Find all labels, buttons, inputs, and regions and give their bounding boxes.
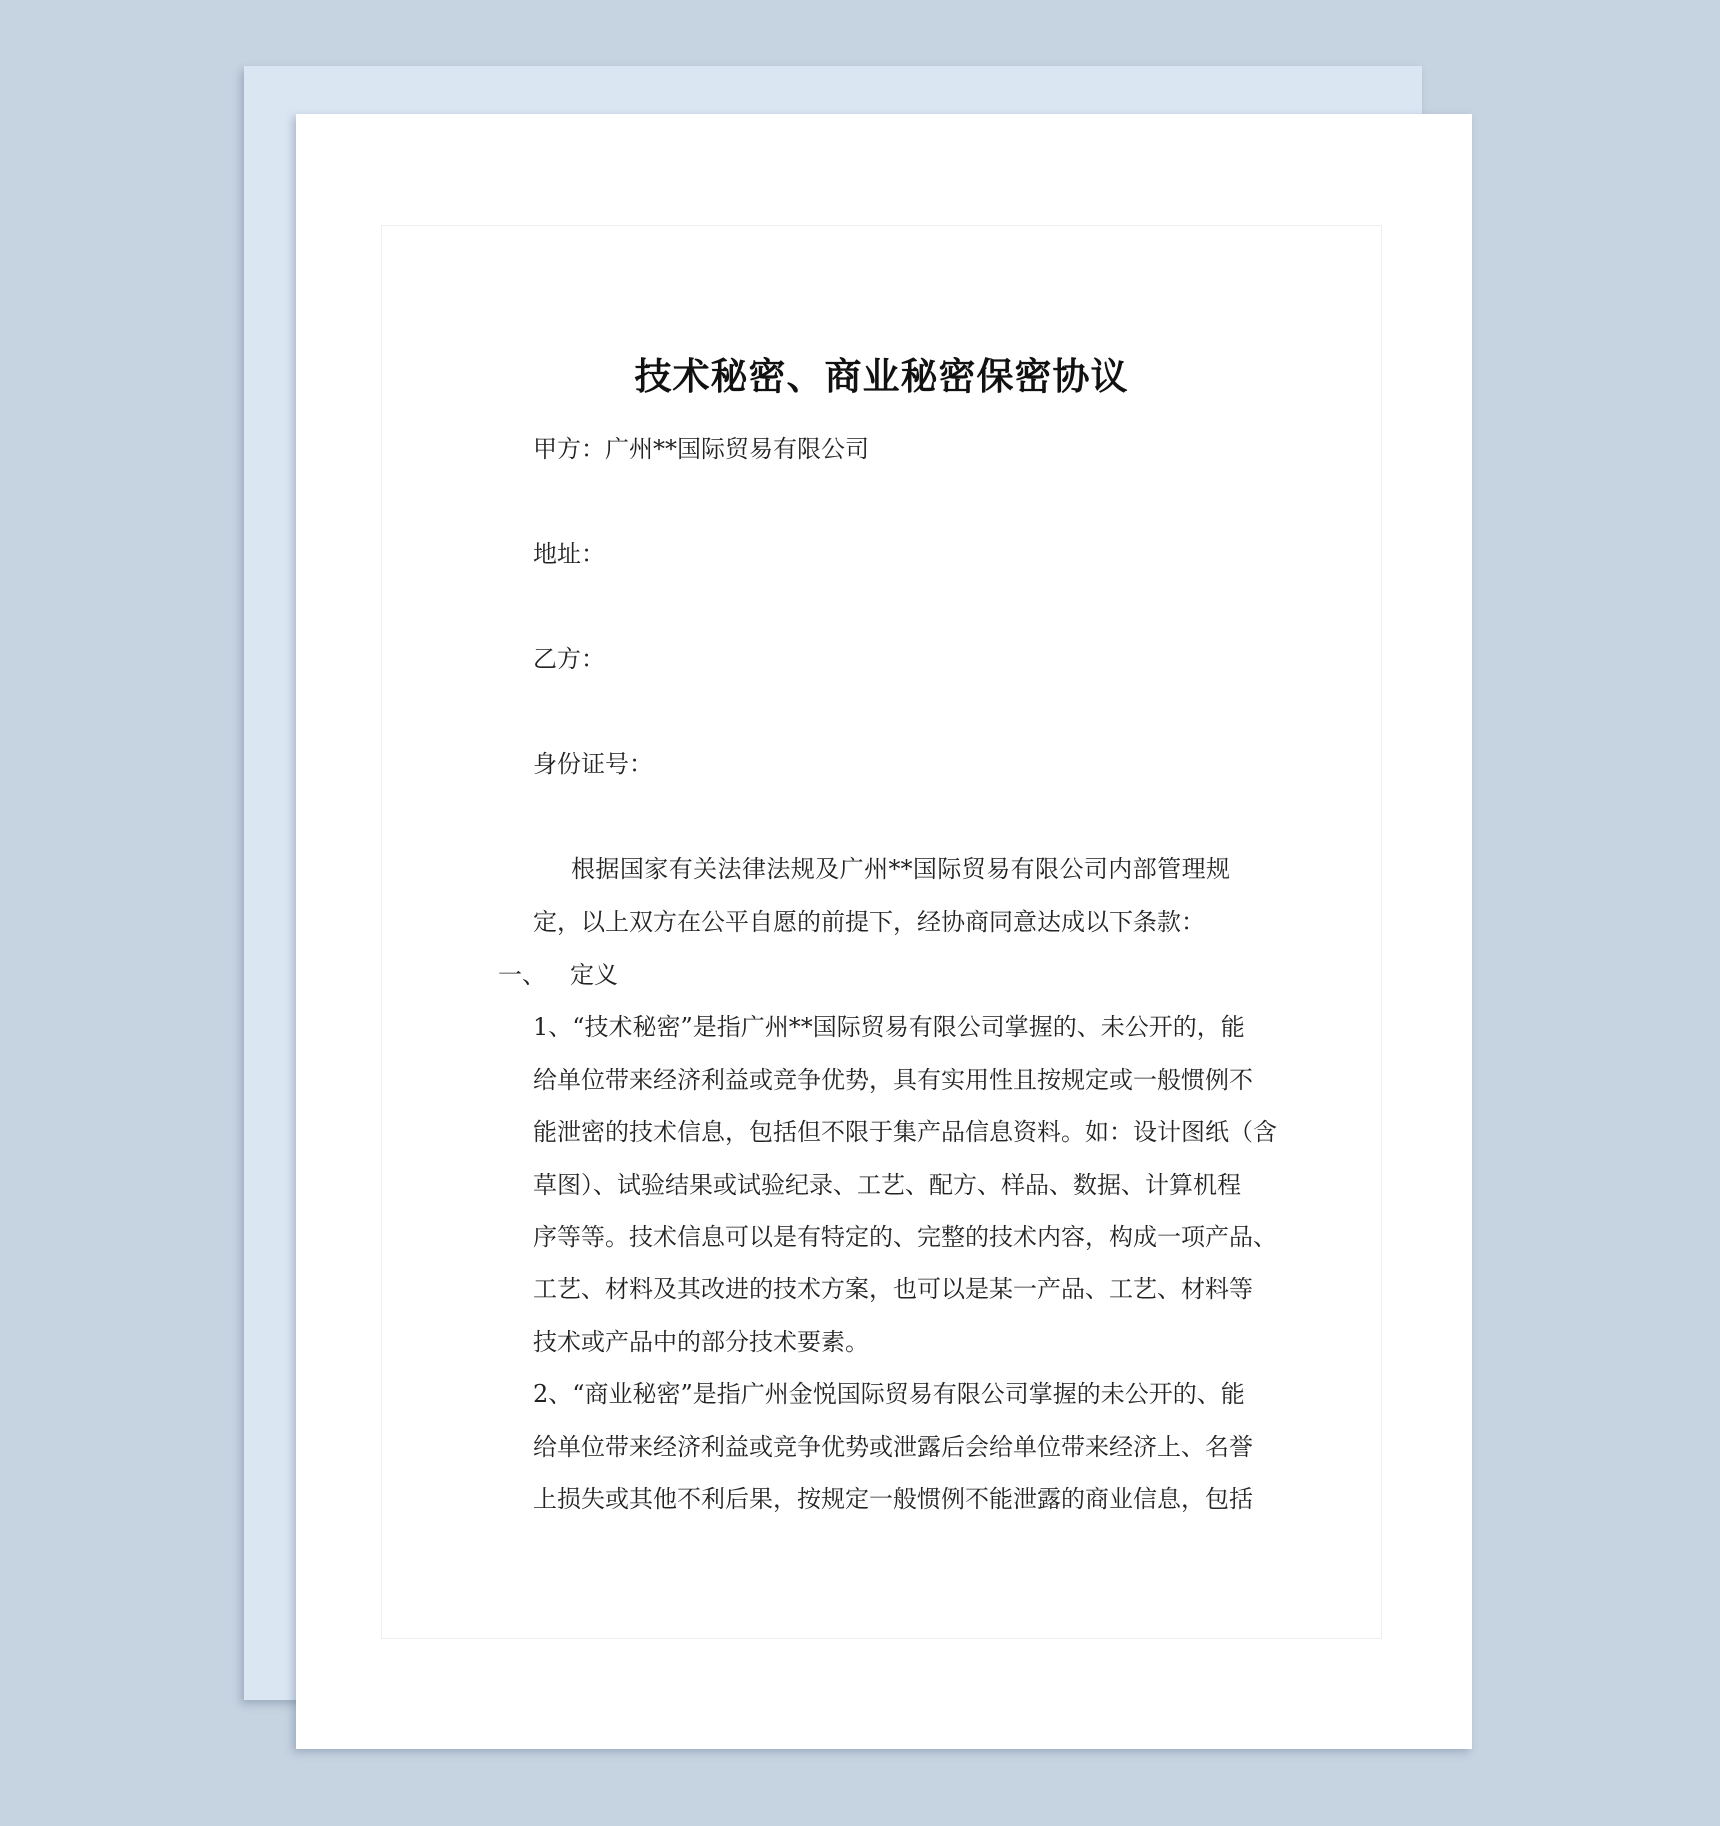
- section-number: 一、: [498, 961, 546, 989]
- clause-line: 1、“技术秘密”是指广州**国际贸易有限公司掌握的、未公开的，能: [533, 1013, 1245, 1041]
- clause-line: 给单位带来经济利益或竞争优势，具有实用性且按规定或一般惯例不: [533, 1066, 1253, 1094]
- section-heading: 定义: [570, 961, 618, 989]
- clause-line: 2、“商业秘密”是指广州金悦国际贸易有限公司掌握的未公开的、能: [533, 1380, 1245, 1408]
- clause-line: 上损失或其他不利后果，按规定一般惯例不能泄露的商业信息，包括: [533, 1485, 1253, 1513]
- intro-line: 根据国家有关法律法规及广州**国际贸易有限公司内部管理规: [571, 855, 1230, 883]
- document-title: 技术秘密、商业秘密保密协议: [634, 355, 1129, 398]
- party-a-line: 甲方：广州**国际贸易有限公司: [533, 435, 869, 463]
- clause-line: 工艺、材料及其改进的技术方案，也可以是某一产品、工艺、材料等: [533, 1275, 1253, 1303]
- clause-line: 序等等。技术信息可以是有特定的、完整的技术内容，构成一项产品、: [533, 1223, 1277, 1251]
- clause-line: 草图）、试验结果或试验纪录、工艺、配方、样品、数据、计算机程: [533, 1171, 1241, 1199]
- address-line: 地址：: [533, 540, 605, 568]
- party-b-line: 乙方：: [533, 645, 605, 673]
- clause-line: 技术或产品中的部分技术要素。: [533, 1328, 869, 1356]
- id-number-line: 身份证号：: [533, 750, 653, 778]
- intro-line: 定，以上双方在公平自愿的前提下，经协商同意达成以下条款：: [533, 908, 1205, 936]
- clause-line: 给单位带来经济利益或竞争优势或泄露后会给单位带来经济上、名誉: [533, 1433, 1253, 1461]
- clause-line: 能泄密的技术信息，包括但不限于集产品信息资料。如：设计图纸（含: [533, 1118, 1277, 1146]
